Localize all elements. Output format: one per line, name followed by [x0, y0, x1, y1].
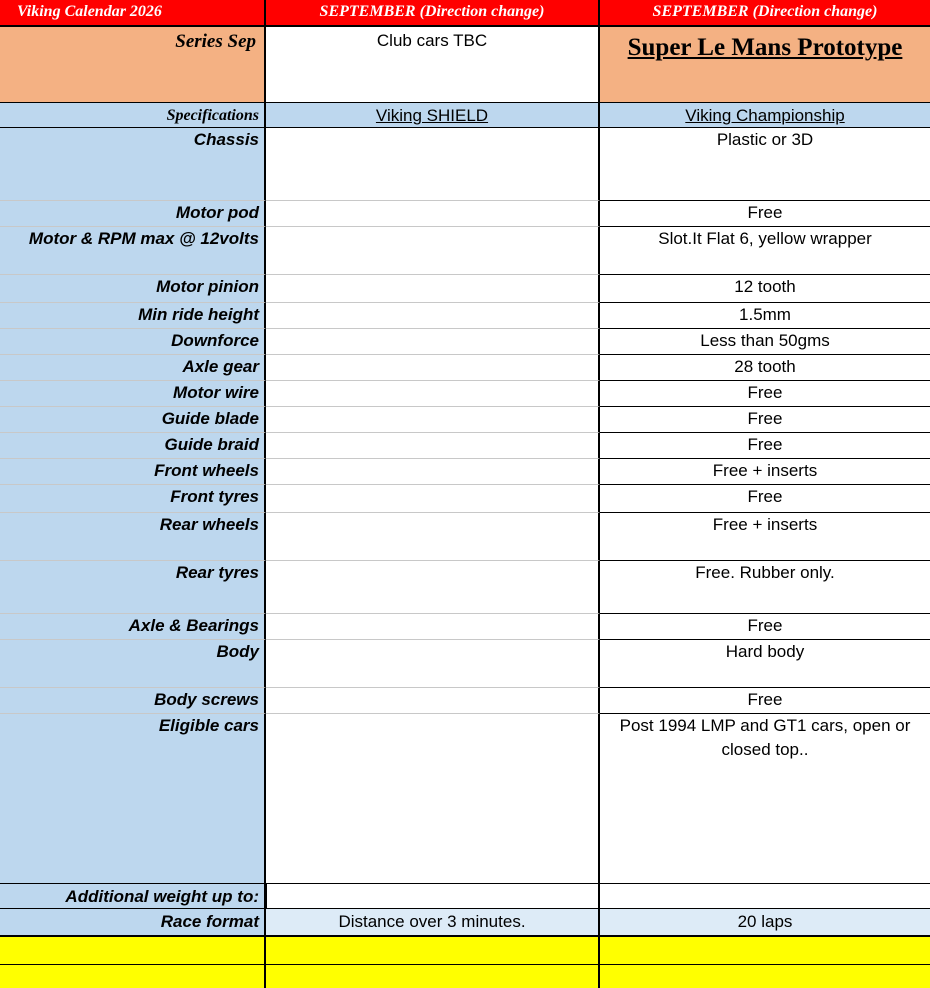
spec-col3-cell[interactable]: Free [600, 614, 930, 640]
footer-cell[interactable] [600, 965, 930, 988]
spec-col3-cell[interactable]: Free [600, 688, 930, 714]
col2-header-cell[interactable]: SEPTEMBER (Direction change) [266, 0, 600, 27]
spec-label-cell[interactable]: Chassis [0, 128, 266, 201]
spec-col2-cell[interactable] [266, 561, 600, 614]
spec-col2-cell[interactable] [266, 433, 600, 459]
spec-label-cell[interactable]: Axle gear [0, 355, 266, 381]
race-format-col2-cell[interactable]: Distance over 3 minutes. [266, 909, 600, 937]
spec-col2-cell[interactable] [266, 688, 600, 714]
spec-col2-cell[interactable] [266, 513, 600, 561]
spec-label-cell[interactable]: Front wheels [0, 459, 266, 485]
spec-label-cell[interactable]: Motor wire [0, 381, 266, 407]
spec-label-cell[interactable]: Body [0, 640, 266, 688]
spec-label-cell[interactable]: Rear tyres [0, 561, 266, 614]
spec-col3-cell[interactable]: 12 tooth [600, 275, 930, 303]
additional-weight-col3-cell[interactable] [600, 883, 930, 909]
spec-col3-cell[interactable]: Plastic or 3D [600, 128, 930, 201]
spec-label-cell[interactable]: Axle & Bearings [0, 614, 266, 640]
spec-col3-cell[interactable]: Free [600, 201, 930, 227]
spec-col2-cell[interactable] [266, 640, 600, 688]
spec-col3-cell[interactable]: Hard body [600, 640, 930, 688]
calendar-title-cell[interactable]: Viking Calendar 2026 [0, 0, 266, 27]
spec-label-cell[interactable]: Front tyres [0, 485, 266, 513]
footer-cell[interactable] [600, 937, 930, 965]
footer-cell[interactable] [266, 965, 600, 988]
spec-col3-cell[interactable]: 1.5mm [600, 303, 930, 329]
spec-col2-cell[interactable] [266, 227, 600, 275]
spec-col2-cell[interactable] [266, 275, 600, 303]
col3-header-cell[interactable]: SEPTEMBER (Direction change) [600, 0, 930, 27]
spec-label-cell[interactable]: Rear wheels [0, 513, 266, 561]
spec-col2-cell[interactable] [266, 381, 600, 407]
spec-label-cell[interactable]: Min ride height [0, 303, 266, 329]
viking-shield-cell[interactable]: Viking SHIELD [266, 103, 600, 128]
spec-col2-cell[interactable] [266, 614, 600, 640]
race-format-label-cell[interactable]: Race format [0, 909, 266, 937]
footer-cell[interactable] [0, 937, 266, 965]
spec-col2-cell[interactable] [266, 303, 600, 329]
spec-col2-cell[interactable] [266, 407, 600, 433]
additional-weight-label-cell[interactable]: Additional weight up to: [0, 883, 266, 909]
spec-col3-cell[interactable]: Free [600, 381, 930, 407]
series-label-cell[interactable]: Series Sep [0, 27, 266, 103]
spec-col3-cell[interactable]: Free + inserts [600, 459, 930, 485]
spec-col3-cell[interactable]: Free. Rubber only. [600, 561, 930, 614]
footer-cell[interactable] [266, 937, 600, 965]
spec-col3-cell[interactable]: Free [600, 407, 930, 433]
series-col3-title-cell[interactable]: Super Le Mans Prototype [600, 27, 930, 103]
spec-col3-cell[interactable]: 28 tooth [600, 355, 930, 381]
spec-label-cell[interactable]: Eligible cars [0, 714, 266, 883]
spec-col3-cell[interactable]: Free + inserts [600, 513, 930, 561]
spec-label-cell[interactable]: Motor pod [0, 201, 266, 227]
spec-col2-cell[interactable] [266, 714, 600, 883]
spec-col3-cell[interactable]: Slot.It Flat 6, yellow wrapper [600, 227, 930, 275]
spec-label-cell[interactable]: Guide braid [0, 433, 266, 459]
spec-col3-cell[interactable]: Free [600, 433, 930, 459]
race-format-col3-cell[interactable]: 20 laps [600, 909, 930, 937]
spec-col2-cell[interactable] [266, 355, 600, 381]
spec-label-cell[interactable]: Guide blade [0, 407, 266, 433]
spec-label-cell[interactable]: Motor & RPM max @ 12volts [0, 227, 266, 275]
spec-col2-cell[interactable] [266, 485, 600, 513]
spec-label-cell[interactable]: Downforce [0, 329, 266, 355]
spec-col2-cell[interactable] [266, 128, 600, 201]
spec-col3-cell[interactable]: Less than 50gms [600, 329, 930, 355]
spec-col2-cell[interactable] [266, 329, 600, 355]
specifications-label-cell[interactable]: Specifications [0, 103, 266, 128]
spec-col3-cell[interactable]: Post 1994 LMP and GT1 cars, open or closed top.. [600, 714, 930, 883]
additional-weight-col2-cell[interactable] [266, 883, 600, 909]
spec-col2-cell[interactable] [266, 459, 600, 485]
series-col2-cell[interactable]: Club cars TBC [266, 27, 600, 103]
spec-label-cell[interactable]: Body screws [0, 688, 266, 714]
spec-label-cell[interactable]: Motor pinion [0, 275, 266, 303]
spec-col3-cell[interactable]: Free [600, 485, 930, 513]
viking-championship-cell[interactable]: Viking Championship [600, 103, 930, 128]
spec-col2-cell[interactable] [266, 201, 600, 227]
footer-cell[interactable] [0, 965, 266, 988]
